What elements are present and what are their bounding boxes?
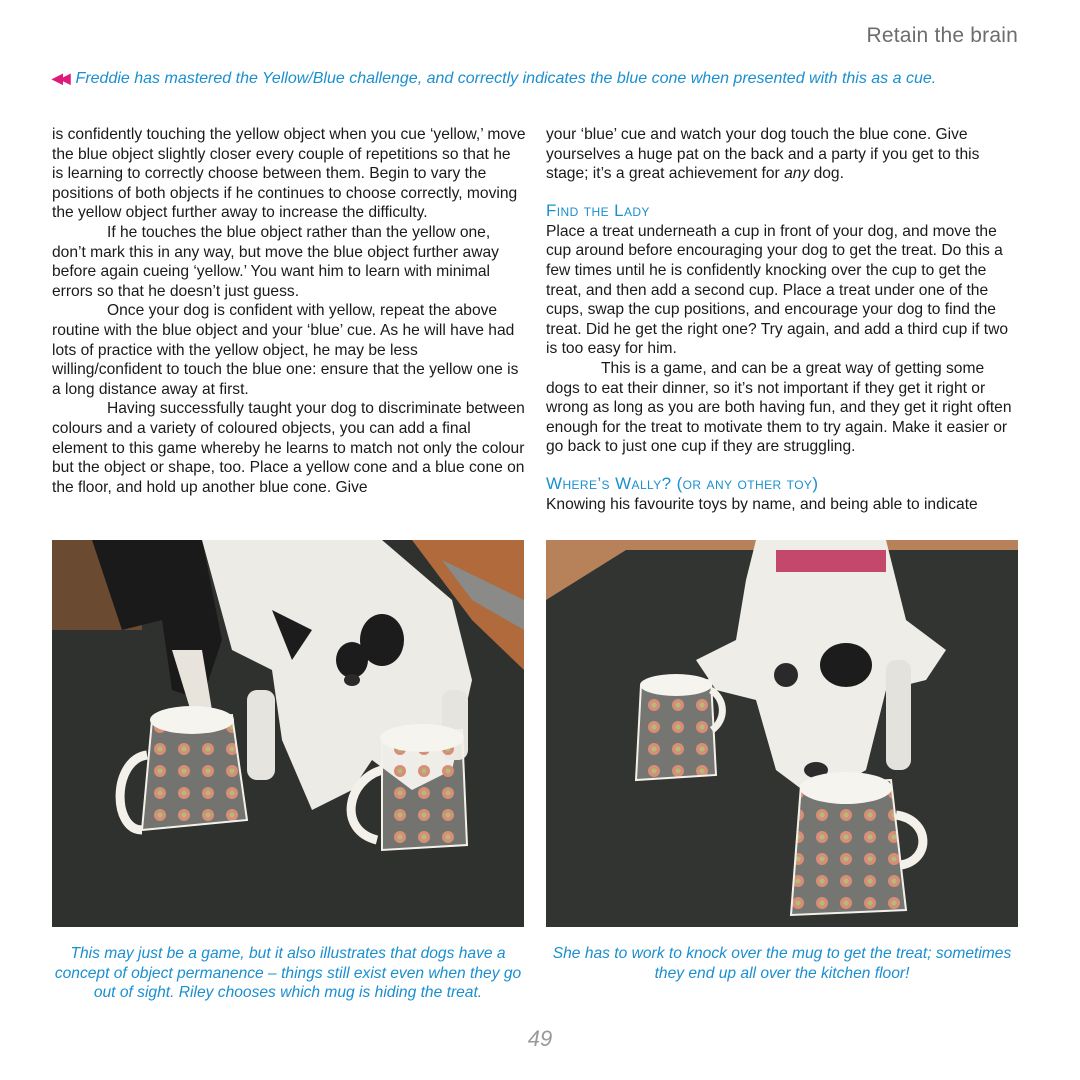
paragraph: Knowing his favourite toys by name, and being able to indicate [546,495,978,513]
paragraph-text: your ‘blue’ cue and watch your dog touch the blue cone. Give yourselves a huge pat on the back and a party if you get to this stage; it’s a great achievement for [546,126,980,183]
paragraph: is confidently touching the yellow object when you cue ‘yellow,’ move the blue object slightly closer every couple of repetitions so that he is learning to correctly choose between them. Begin to vary the positions of both objects if he continues to choose correctly, moving the yellow object further away to increase the difficulty. [52,126,526,222]
paragraph [546,125,1020,184]
left-text-column [52,125,526,497]
double-left-arrow-icon: ◀◀ [52,70,68,86]
top-photo-caption [52,70,1042,88]
photo-dog-knocking-mug [546,540,1018,927]
emphasis-text: any [784,165,810,183]
page-number: 49 [527,1026,553,1051]
section-heading-find-the-lady: Find the Lady [546,200,650,220]
right-text-column [546,125,1020,515]
top-caption-text: Freddie has mastered the Yellow/Blue challenge, and correctly indicates the blue cone when presented with this as a cue. [75,70,937,87]
paragraph: Having successfully taught your dog to discriminate between colours and a variety of coloured objects, you can add a final element to this game whereby he learns to match not only the colour but the object or shape, too. Place a yellow cone and a blue cone on the floor, and hold up another blue cone. Give [52,400,525,496]
paragraph: This is a game, and can be a great way of getting some dogs to eat their dinner, so it’s not important if they get it right or wrong as long as you are both having fun, and they get it right often enough for the treat to motivate them to try again. Make it easier or go back to just one cup if they are struggling. [546,359,1012,456]
paragraph: If he touches the blue object rather than the yellow one, don’t mark this in any way, but move the blue object further away before again cueing ‘yellow.’ You want him to learn with minimal errors so that he doesn’t just guess. [52,223,499,300]
section-heading-wheres-wally: Where’s Wally? (or any other toy) [546,473,819,493]
paragraph: Place a treat underneath a cup in front of your dog, and move the cup around before encouraging your dog to get the treat. Do this a few times until he is confidently knocking over the cup to get the treat, and then add a second cup. Place a treat under one of the cups, swap the cup positions, and encourage your dog to find the treat. Did he get the right one? Try again, and add a third cup if two is too easy for him. [546,222,1009,358]
paragraph-text: dog. [809,165,844,183]
right-photo-caption: She has to work to knock over the mug to get the treat; sometimes they end up all over the kitchen floor! [552,945,1012,982]
running-head: Retain the brain [866,24,1018,47]
left-photo-caption: This may just be a game, but it also illustrates that dogs have a concept of object permanence – things still exist even when they go out of sight. Riley chooses which mug is hiding the treat. [54,945,522,1002]
paragraph: Once your dog is confident with yellow, repeat the above routine with the blue object and your ‘blue’ cue. As he will have had lots of practice with the yellow object, he may be less willing/confident to touch the blue one: ensure that the yellow one is a long distance away at first. [52,302,519,398]
photo-dogs-with-mugs [52,540,524,927]
